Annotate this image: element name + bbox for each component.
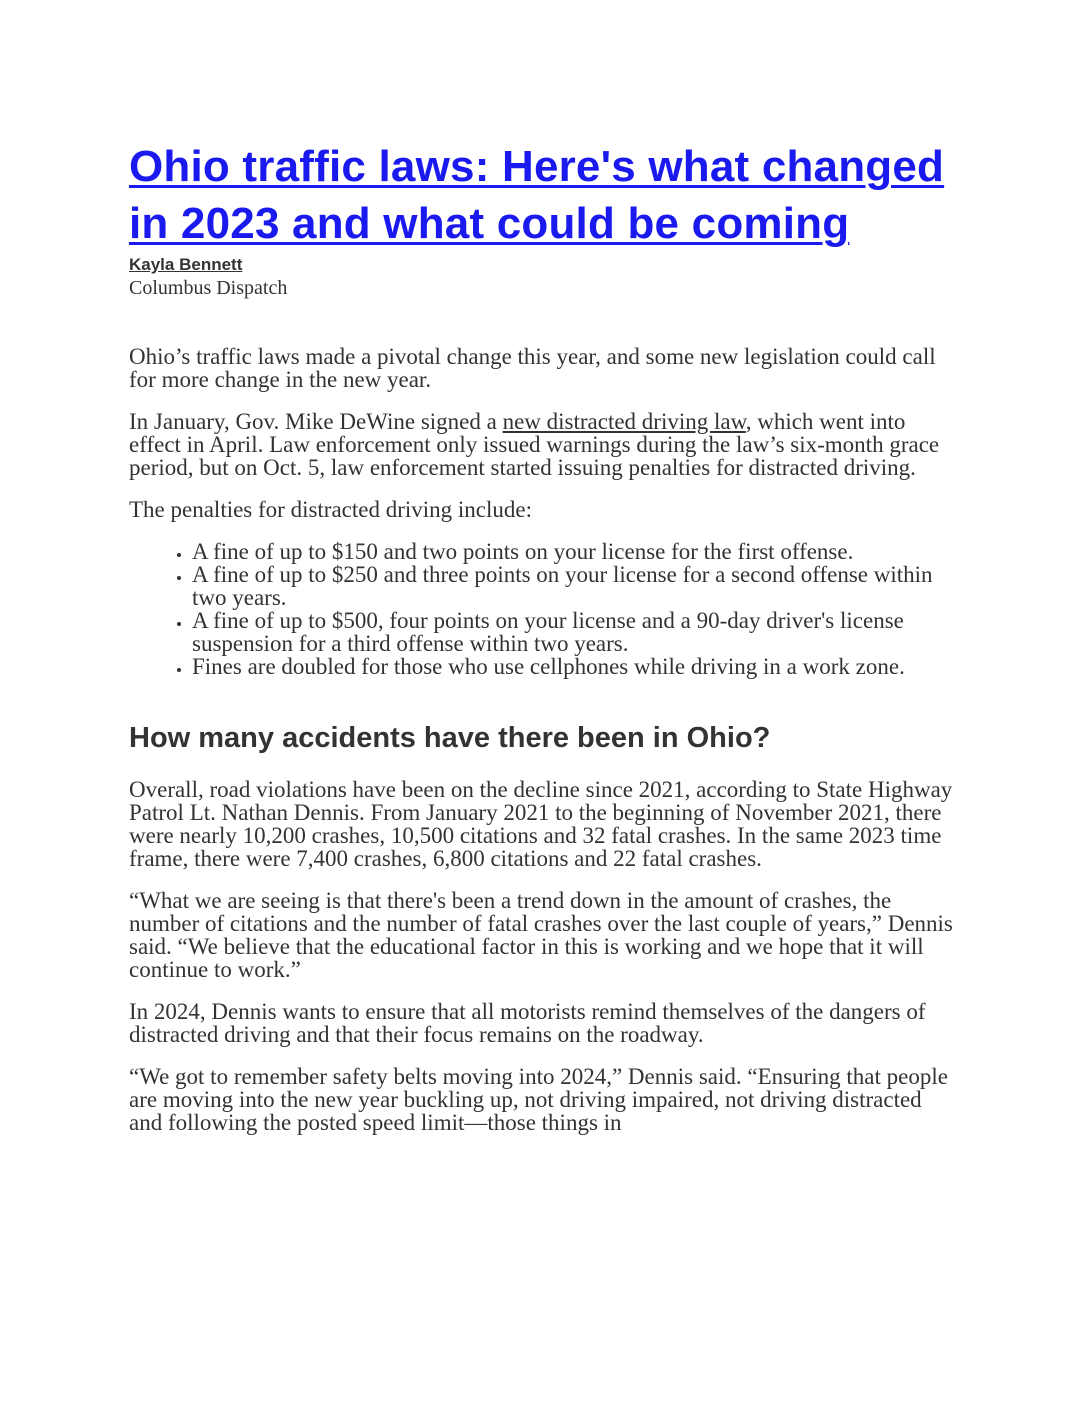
headline-link[interactable]: Ohio traffic laws: Here's what changed in 2023 and what could be coming — [129, 142, 945, 248]
article-headline — [129, 138, 959, 252]
list-item: • Fines are doubled for those who use cellphones while driving in a work zone. — [192, 655, 959, 678]
intro-paragraph: Ohio’s traffic laws made a pivotal change this year, and some new legislation could call for more change in the new year. — [129, 344, 936, 392]
penalties-list — [129, 540, 959, 678]
law-paragraph-text-end: , which went into effect in April. Law enforcement only issued warnings during the law’s six-month grace period, but on Oct. 5, law enforcement started issuing penalties for distracted driving. — [129, 409, 940, 480]
article — [129, 138, 959, 1153]
penalties-intro: The penalties for distracted driving include: — [129, 497, 533, 522]
quote-paragraph: “What we are seeing is that there's been a trend down in the amount of crashes, the number of citations and the number of fatal crashes over the last couple of years,” Dennis said. “We believe that the educational factor in this is working and we hope that it will continue to work.” — [129, 888, 953, 982]
author-link[interactable]: Kayla Bennett — [129, 255, 243, 274]
law-paragraph-text-start: In January, Gov. Mike DeWine signed a — [129, 409, 503, 434]
outlook-paragraph: In 2024, Dennis wants to ensure that all motorists remind themselves of the dangers of distracted driving and that their focus remains on the roadway. — [129, 999, 926, 1047]
statistics-paragraph: Overall, road violations have been on the decline since 2021, according to State Highway Patrol Lt. Nathan Dennis. From January 2021 to the beginning of November 2021, there were nearly 10,200 crashes, 10,500 citations and 32 fatal crashes. In the same 2023 time frame, there were 7,400 crashes, 6,800 citations and 22 fatal crashes. — [129, 777, 953, 871]
section-heading: How many accidents have there been in Ohio? — [129, 722, 771, 754]
safety-paragraph: “We got to remember safety belts moving into 2024,” Dennis said. “Ensuring that people are moving into the new year buckling up, not driving impaired, not driving distracted and following the posted speed limit—those things in — [129, 1064, 948, 1135]
byline — [129, 254, 959, 276]
list-item: • A fine of up to $250 and three points on your license for a second offense within two years. — [192, 563, 959, 609]
law-paragraph — [129, 410, 959, 479]
distracted-driving-law-link[interactable]: new distracted driving law — [502, 409, 746, 434]
list-item: • A fine of up to $150 and two points on your license for the first offense. — [192, 540, 959, 563]
outlet-name: Columbus Dispatch — [129, 277, 288, 299]
list-item: • A fine of up to $500, four points on your license and a 90-day driver's license suspension for a third offense within two years. — [192, 609, 959, 655]
